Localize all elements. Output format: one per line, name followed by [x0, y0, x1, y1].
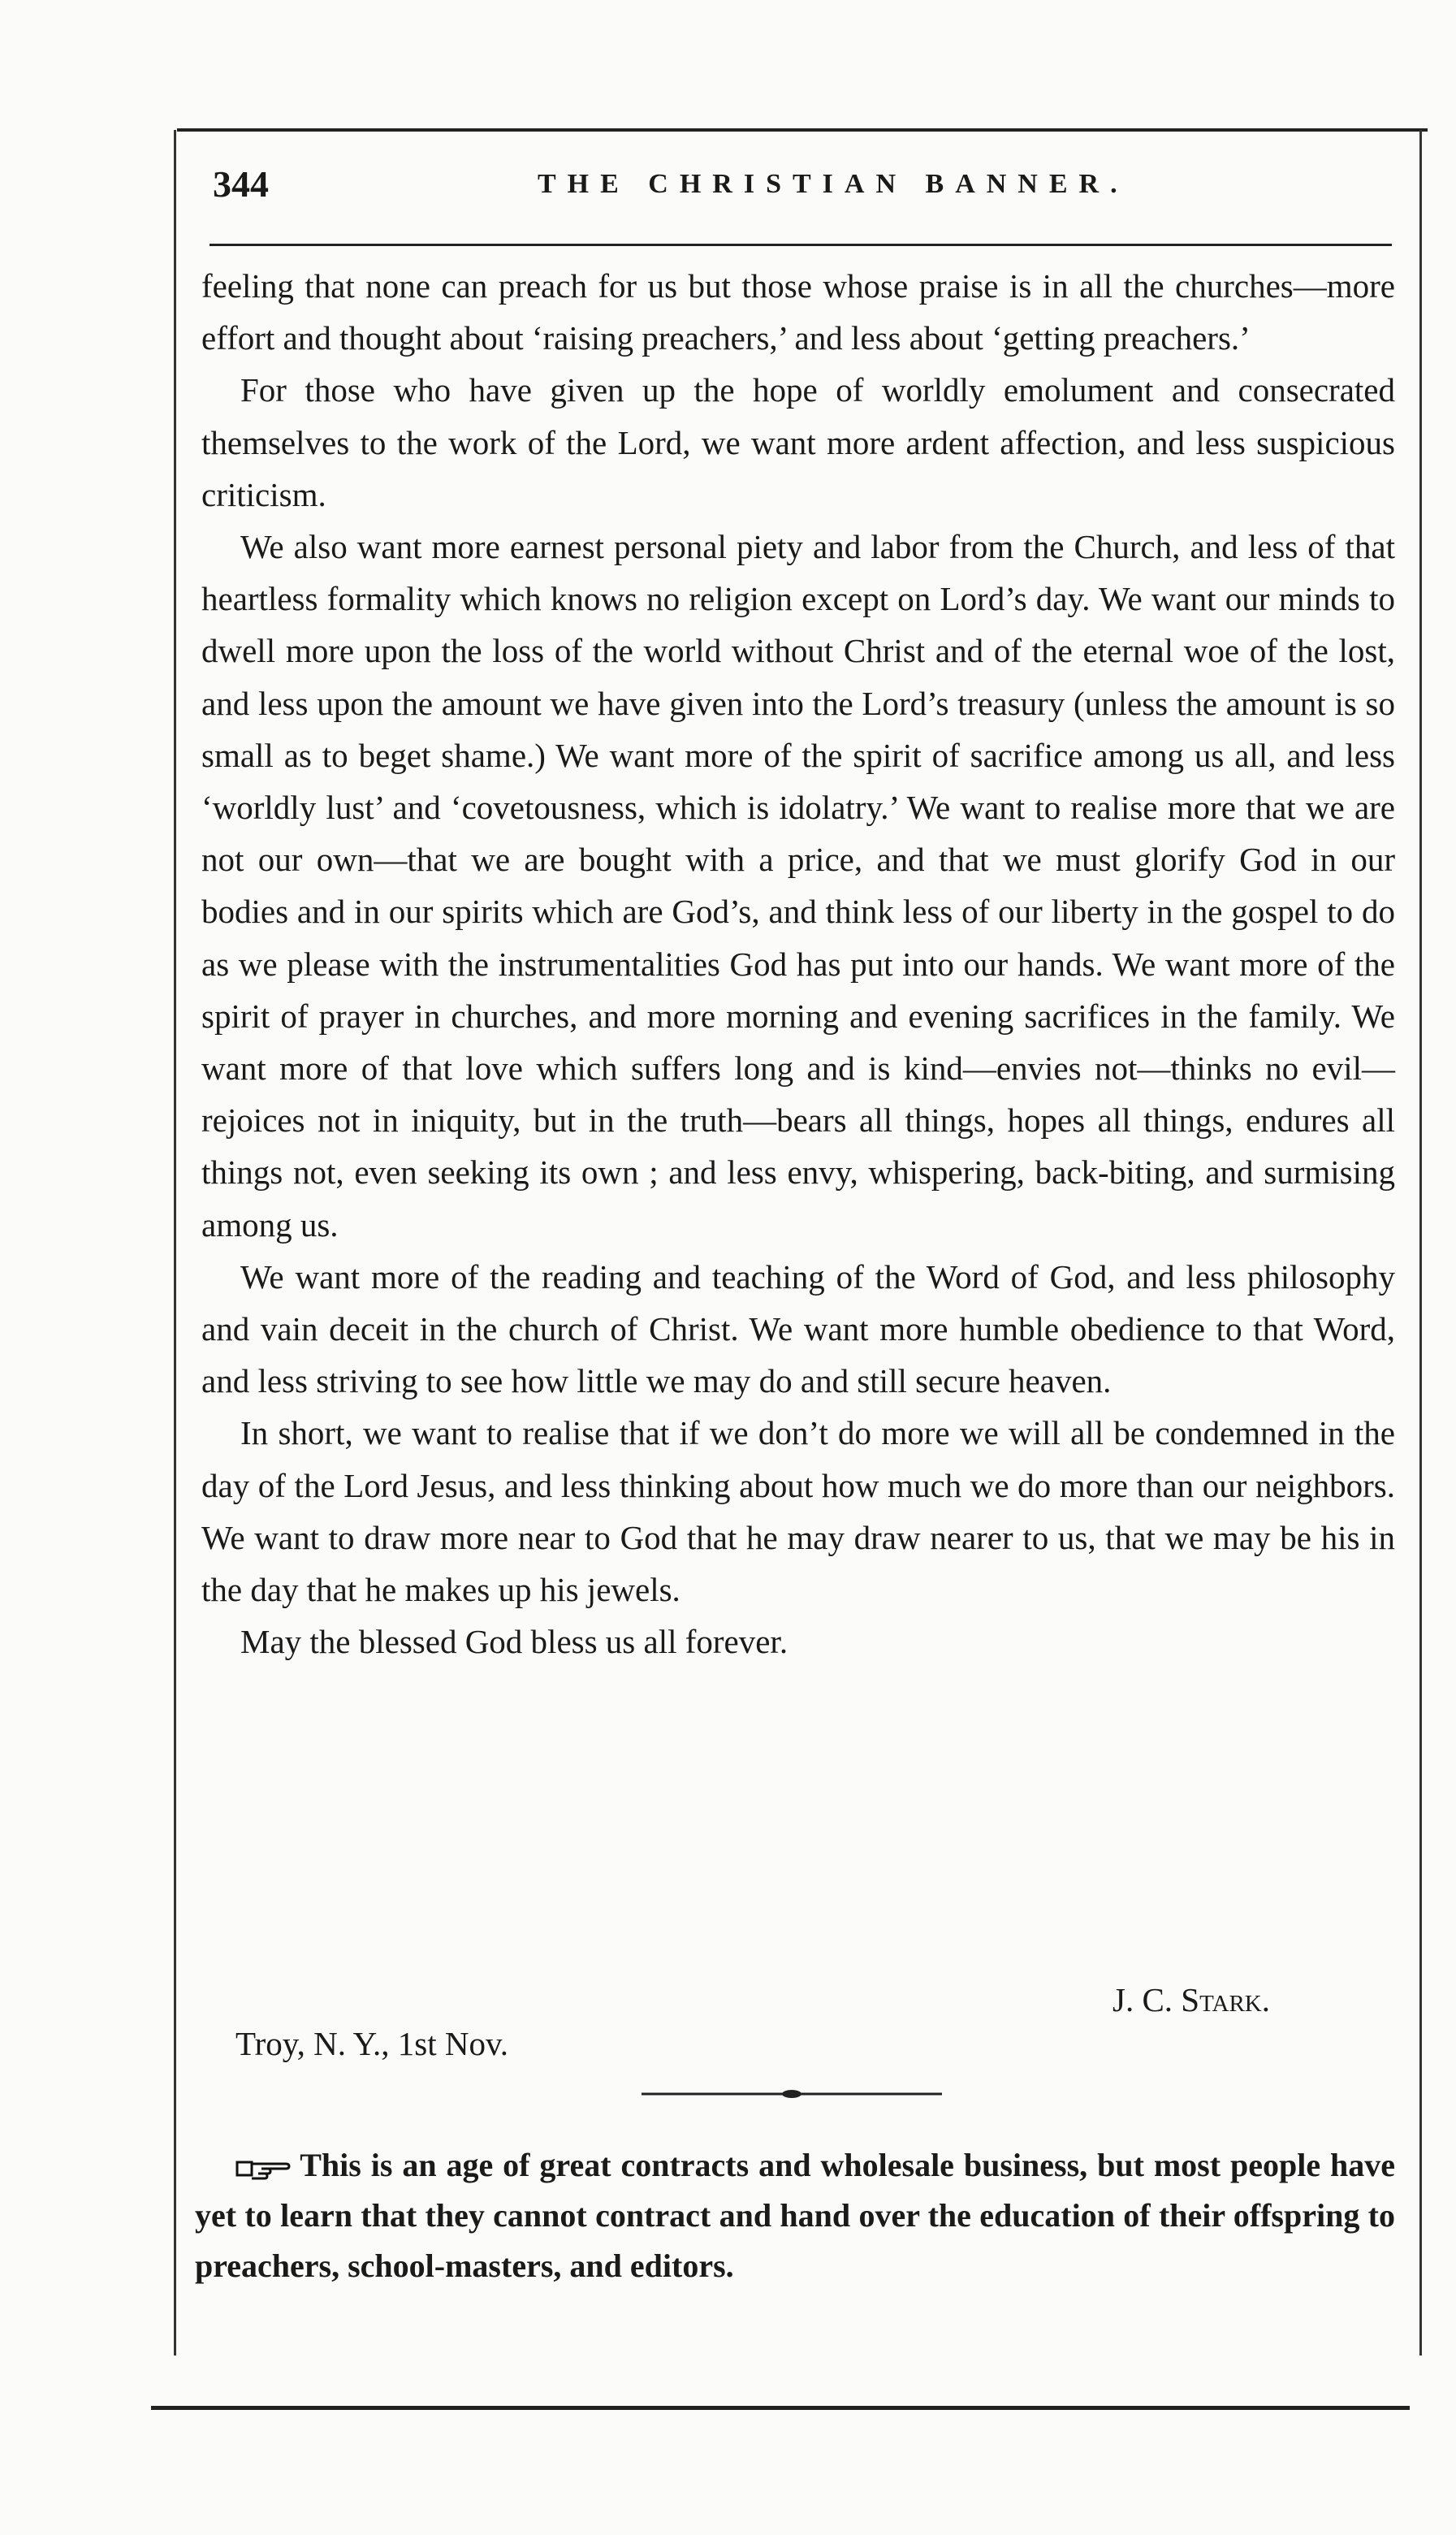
page-header: [213, 162, 1390, 219]
notice-paragraph: [195, 2140, 1395, 2291]
bottom-rule: [151, 2406, 1410, 2410]
paragraph: We also want more earnest personal piety and labor from the Church, and less of that heartless formality which knows no religion except on Lord’s day. We want our minds to dwell more upon the loss of the world without Christ and of the eternal woe of the lost, and less upon the amount we have given into the Lord’s treasury (unless the amount is so small as to beget shame.) We want more of the spirit of sacrifice among us all, and less ‘worldly lust’ and ‘covetousness, which is idolatry.’ We want to realise more that we are not our own—that we are bought with a price, and that we must glorify God in our bodies and in our spirits which are God’s, and think less of our liberty in the gospel to do as we please with the instrumentalities God has put into our hands. We want more of the spirit of prayer in churches, and more morning and evening sacrifices in the family. We want more of that love which suffers long and is kind—envies not—thinks no evil—rejoices not in iniquity, but in the truth—bears all things, hopes all things, endures all things not, even seeking its own ; and less envy, whispering, back-biting, and surmising among us.: [201, 528, 1395, 1244]
paragraph: We want more of the reading and teaching of the Word of God, and less philosophy and vain deceit in the church of Christ. We want more humble obedience to that Word, and less striving to see how little we may do and still secure heaven.: [201, 1257, 1395, 1400]
place-date: Troy, N. Y., 1st Nov.: [235, 2025, 509, 2062]
paragraph: May the blessed God bless us all forever.: [240, 1623, 788, 1661]
paragraph: For those who have given up the hope of worldly emolument and consecrated themselves to the work of the Lord, we want more ardent affection, and less suspicious criticism.: [201, 371, 1395, 513]
section-divider: [642, 2086, 942, 2102]
page-number: 344: [213, 163, 269, 205]
top-rule: [177, 128, 1428, 132]
article-body: [201, 260, 1395, 1668]
header-rule: [210, 244, 1392, 246]
left-margin-line: [174, 130, 176, 2355]
pointing-hand-icon: [234, 2156, 291, 2182]
right-margin-line: [1419, 130, 1422, 2355]
author-signature: J. C. Stark.: [1113, 1981, 1270, 2018]
notice-text: This is an age of great contracts and wholesale business, but most people have yet to learn that they cannot contract and hand over the education of their offspring to preachers, school-masters, and editors.: [195, 2147, 1395, 2284]
paragraph: feeling that none can preach for us but those whose praise is in all the churches—more effort and thought about ‘raising preachers,’ and less about ‘getting preachers.’: [201, 267, 1395, 357]
running-title: THE CHRISTIAN BANNER.: [538, 169, 1129, 199]
paragraph: In short, we want to realise that if we don’t do more we will all be condemned in the day of the Lord Jesus, and less thinking about how much we do more than our neighbors. We want to draw more near to God that he may draw nearer to us, that we may be his in the day that he makes up his jewels.: [201, 1414, 1395, 1609]
